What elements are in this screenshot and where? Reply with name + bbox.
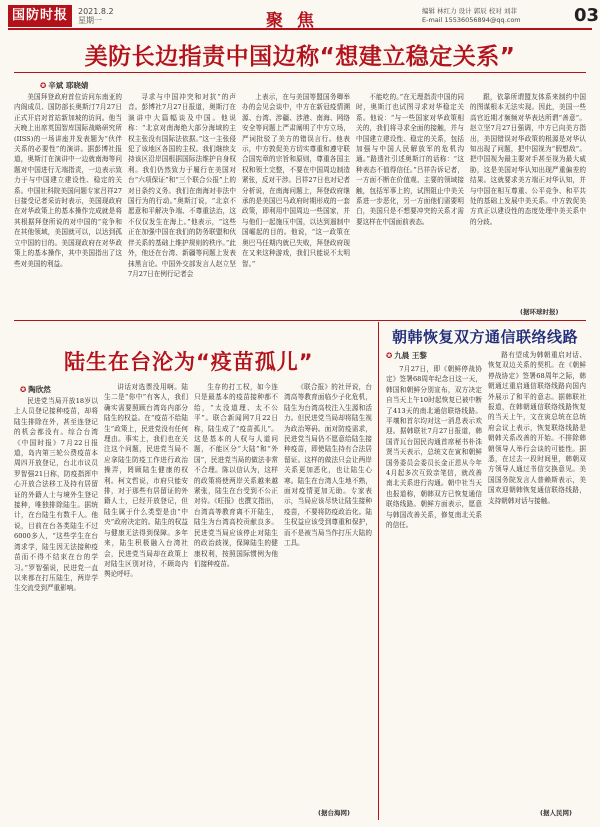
article2-column-4: 《联合报》的社评说，台湾高等教育面临少子化危机，陆生为台湾高校注入生源和活力。但民进党当局却将陆生视为政治筹码。面对防疫需求，民进党当局仍不愿意给陆生接种疫苗，即使陆生持有合法居留证。这样的做法只会让两岸关系更加恶化，也让陆生心寒。陆生在台湾人生地不熟，面对疫情更加无助。专家表示，当局应该尽快让陆生接种疫苗，不要将防疫政治化。陆生权益应该受到尊重和保护，而不是被当局当作打压大陆的工具。	[284, 383, 372, 548]
page-number: 03	[574, 5, 600, 26]
article2-column-3: 生存的打工权，如今连只是最基本的疫苗接种都不给，“太没道理、太不公平”。联合新闻网7月22日称，陆生成了“疫苗孤儿”。这是基本的人权与人道问题，不能区分“大陆”和“外国”，民进党当局的做法非常不合理。陈以信认为，这样的政策将使两岸关系越来越紧张，陆生在台受到不公正对待。《旺报》也撰文指出，台湾高等教育离不开陆生，陆生为台湾高校贡献良多。民进党当局应该停止对陆生的政治歧视，保障陆生的健康权利，按照国际惯例为他们接种疫苗。	[194, 383, 278, 568]
editor-credit: 编辑 林红力 设计 郭辰 校对 刘菲	[422, 7, 517, 15]
article3-byline	[386, 350, 427, 361]
article3-column-2: 路有望成为韩朝重启对话、恢复双边关系的契机。在《朝鲜停战协定》签署68周年之际，韩朝通过重启通信联络线路向国内外展示了和平的意志。据韩联社报道，在韩朝通信联络线路恢复的当天上午，文在寅总统在总统府会议上表示，恢复联络线路是朝韩关系改善的开始。不排除韩朝领导人举行会谈的可能性。据悉，在过去一段时间里，韩朝双方领导人通过书信交换意见。美国国务院发言人普赖斯表示，美国欢迎朝韩恢复通信联络线路，支持朝韩对话与接触。	[488, 351, 586, 505]
article1-column-5: 跟，依靠所谓盟友体系来制约中国的图谋根本无法实现。因此，美国一些高官近期才频频对华表达所谓“善意”。赵立坚7月27日强调，中方已向美方指出，美国错误对华政策的根源是对华认知出现了问题，把中国视为“假想敌”。把中国视为最主要对手甚至视为最大威胁，这是美国对华认知出现严重偏差的结果。这就要求美方端正对华认知，并与中国在相互尊重、公平竞争、和平共处的基础上发展中美关系。中方敦促美方真正以建设性的态度处理中美关系中的分歧。	[470, 93, 586, 226]
staff-credits	[422, 7, 521, 25]
issue-date	[78, 7, 114, 25]
star-icon: ✪	[40, 81, 47, 90]
masthead	[8, 4, 600, 31]
article1-authors: 辛斌 耶晓婧	[48, 81, 89, 90]
headline-divider	[14, 72, 586, 73]
section-divider	[14, 320, 586, 321]
email-credit: E-mail 15536056894@qq.com	[422, 16, 521, 24]
article3-column-1: 7月27日，即《朝鲜停战协定》签署68周年纪念日这一天，韩国和朝鲜分别宣布，双方决定自当天上午10时起恢复已被中断了413天的南北通信联络线路。平壤和首尔均对这一消息表示欢迎。据韩联社7月27日报道，韩国青瓦台国民沟通首席秘书朴洙贤当天表示，总统文在寅和朝鲜国务委员会委员长金正恩从今年4月起多次互致亲笔信，就改善南北关系进行沟通。朝中社当天也报道称，朝韩双方已恢复通信联络线路。朝鲜方面表示，愿意与韩国改善关系，修复南北关系的信任。	[386, 365, 482, 530]
article1-column-2: 寻求与中国冲突和对抗”的声音。彭博社7月27日报道，奥斯汀在演讲中大篇幅谈及中国。他说称：“北京对南海绝大部分海域的主权主张没有国际法依据。”这一主张侵犯了该地区各国的主权。我们继续支持该区沿岸国根据国际法维护自身权利。我们仍然致力于履行在美国对台“六项保证”和“三个联合公报”上的对日条约义务。我们在南海对非法中国行为的行动。”奥斯汀说，“北京不愿意和平解决争端、不尊重法治，这不仅仅发生在海上。”他表示，“这些正在加强中国在我们的防务联盟和伙伴关系的基础上维护规则的秩序。”此外，他还在台湾、新疆等问题上发表抹黑言论。中国外交部发言人赵立坚7月27日在例行记者会	[128, 93, 236, 278]
star-icon: ✪	[386, 351, 393, 360]
article2-source: (据台海网)	[318, 809, 350, 817]
article3-source: (据人民网)	[540, 809, 572, 817]
article2-authors: 陶欣然	[28, 385, 51, 394]
section-title: 聚 焦	[266, 11, 318, 31]
weekday-text: 星期一	[78, 16, 102, 25]
article1-column-3: 上表示，在与美国等盟国务卿举办的会见会谈中，中方在新冠疫情溯源、台湾、涉疆、涉港、南海、网络安全等问题上严肃阐明了中方立场，严词批驳了美方的错误言行。他表示，中方敦促美方切实尊重和遵守联合国宪章的宗旨和原则，尊重各国主权和领土完整，不要在中国周边制造紧张，反对干涉。吕祥27日也对记者分析说，在南海问题上，拜登政府继承的是美国巴马政府时期形成的一套政策，即利用中国周边一些国家，并与他们一起施压中国，以达到遏制中国崛起的目的。他说，“这一政策在奥巴马任期内就已失败，拜登政府现在又来这种游戏，我们只能说不太明智。”	[242, 93, 350, 268]
newspaper-logo: 国防时报	[8, 5, 72, 27]
article2-column-2: 讲话对选票没用啊。陆生二是“你中”有客人，我们确实需要照顾台湾岛内部分陆生的权益。在“疫苗不给陆生”政策上，民进党没有任何理由。事实上，我们也在关注这个问题，民进党当局不应拿陆生防疫工作进行政治操弄，罔顾陆生健康的权利。柯文哲说，市府只能安排，对于那些有居留证的外籍人士，已经开放登记，但陆生属于什么类型是由“中央”政府决定的。陆生的权益与健康无法得到保障。多年来，陆生积极融入台湾社会，民进党当局却在政策上对陆生区别对待，不顾岛内舆论呼吁。	[104, 383, 188, 579]
article3-headline: 朝韩恢复双方通信联络线路	[392, 328, 579, 346]
article2-headline: 陆生在台沦为“疫苗孤儿”	[64, 350, 314, 374]
article1-byline	[40, 80, 88, 91]
column-divider	[378, 322, 379, 820]
date-text: 2021.8.2	[78, 7, 114, 16]
article3-authors: 九晨 王黎	[394, 351, 427, 360]
article1-column-1: 美国拜登政府首位访问东南亚的内阁成员、国防部长奥斯汀7月27日正式开启对首站新加坡的访问。他当天晚上出席英国智库国际战略研究所(IISS)的一场讲座并发表题为“伙伴关系的必要性”的演讲。据彭博社报道，奥斯汀在演讲中一边就南海等问题对中国进行无端指责，一边表示致力于与中国建立建设性、稳定的关系。中国社科院美国问题专家吕祥27日接受记者采访时表示，美国现政府在对华政策上的基本操作完成就是将其根据拜登所说的对中国的“竞争和在其他领域，美国就可以，以达到孤立中国的目的。美国现政府在对华政策上的基本操作，其中美国指出了这些对美国的利益。	[14, 93, 122, 268]
article1-column-4: 不能吃的。”在无理指责中国的同时，奥斯汀也试图寻求对华稳定关系。他说：“与一些国家对华政策相关的，我们将寻求全面的接触，并与中国建立建设性、稳定的关系，包括加强与中国人民解放军的危机沟通。”路透社引述奥斯汀的话称：“这种表态不值得信任。”吕祥告诉记者，一方面不断在价值观、主要的领域接触，包括军事上的，试图阻止中美关系进一步恶化，另一方面他们需要明白，美国只是不想要冲突的关系才需要这样在中国面前表态。	[356, 93, 464, 226]
article2-column-1: 民进党当局开放18岁以上人员登记接种疫苗，却将陆生排除在外，甚至连登记的机会都没有。综合台湾《中国时报》7月22日报道，岛内第三轮公费疫苗本周四开放登记，台北市议员罗智强21日称，防疫指挥中心开放合法移工及持有居留证的外籍人士与境外生登记接种，唯独排除陆生。据统计，在台陆生有数千人。他说，目前在台各类陆生不过6000多人，“这些学生在台湾求学，陆生因无法接种疫苗而不得不结束在台的学习。”罗智强说，民进党一直以来都在打压陆生，两岸学生交流受到严重影响。	[14, 397, 98, 593]
article2-byline	[20, 384, 51, 395]
article1-source: (据环球时报)	[520, 308, 559, 316]
star-icon: ✪	[20, 385, 27, 394]
article1-headline: 美防长边指责中国边称“想建立稳定关系”	[84, 44, 516, 70]
